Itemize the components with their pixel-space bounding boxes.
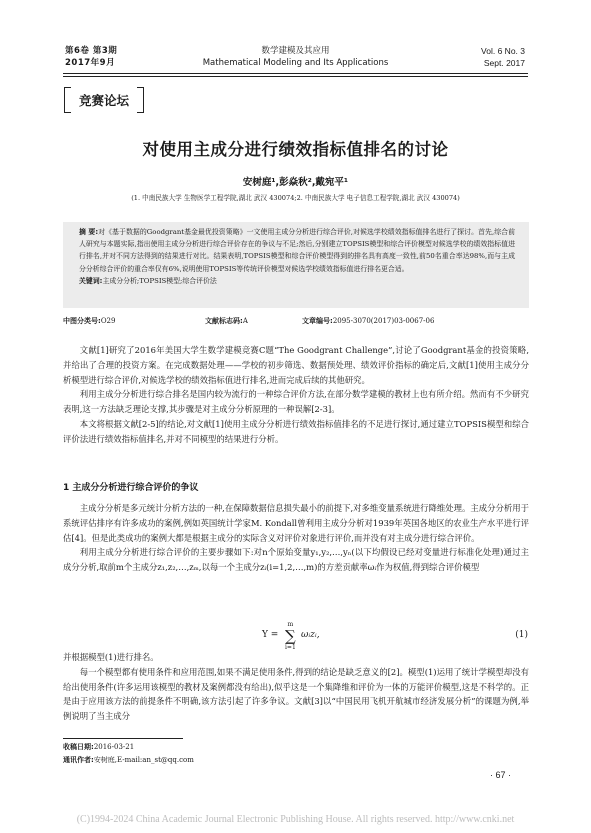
clc-number bbox=[63, 316, 115, 326]
section-1-heading: 1 主成分分析进行综合评价的争议 bbox=[63, 483, 199, 493]
paper-title: 对使用主成分进行绩效指标值排名的讨论 bbox=[142, 140, 449, 159]
journal-name-cn: 数学建模及其应用 bbox=[261, 46, 330, 56]
section-tag-label: 竞赛论坛 bbox=[78, 93, 129, 108]
received-label: 收稿日期: bbox=[63, 743, 94, 751]
intro-paragraph-1: 文献[1]研究了2016年美国大学生数学建模竞赛C题“The Goodgrant Challenge”,讨论了Goodgrant基金的投资策略,并给出了合理的投资方案。在完成数据处理——学校的初步筛选、数据预处理、绩效评价指标的确定后,文献[1]使用主成分分析模型进行综合评价,对候选学校的绩效指标值进行排名,进而完成后续的其他研究。 bbox=[63, 345, 529, 385]
introduction bbox=[63, 343, 529, 447]
keywords: 主成分分析;TOPSIS模型;综合评价法 bbox=[102, 276, 217, 285]
copyright-watermark: (C)1994-2024 China Academic Journal Electronic Publishing House. All rights reserved. http://www.cnki.net bbox=[76, 814, 515, 825]
article-value: 2095-3070(2017)03-0067-06 bbox=[332, 317, 435, 325]
keywords-label: 关键词: bbox=[79, 276, 103, 285]
sum-upper: m bbox=[287, 621, 294, 628]
intro-paragraph-3: 本文将根据文献[2-5]的结论,对文献[1]使用主成分分析进行绩效指标值排名的不足进行探讨,通过建立TOPSIS模型和综合评价法进行绩效指标值排名,并对不同模型的结果进行分析。 bbox=[63, 418, 529, 444]
paper-affiliation: (1. 中南民族大学 生物医学工程学院,湖北 武汉 430074;2. 中南民族大学 电子信息工程学院,湖北 武汉 430074) bbox=[131, 194, 460, 202]
section-1-paragraph-1: 主成分分析是多元统计分析方法的一种,在保障数据信息损失最小的前提下,对多维变量系统进行降维处理。主成分分析用于系统评估排序有许多成功的案例,例如英国统计学家M. Kondall曾利用主成分分析对1939年英国各地区的农业生产水平进行评估[4]。但是此类成功的案例大都是根据主成分的实际含义对评价对象进行评价,而并没有对主成分进行综合评价。 bbox=[63, 503, 529, 543]
abstract-text: 对《基于数据的Goodgrant基金最优投资策略》一文使用主成分分析进行综合评价,对候选学校绩效指标值排名进行了探讨。首先,综合前人研究与本题实际,指出使用主成分分析进行综合评价存在的争议与不足;然后,分别建立TOPSIS模型和综合评价模型对候选学校的绩效指标值进行排名,并对不同方法得到的结果进行对比。结果表明,TOPSIS模型和综合评价模型得到的排名具有高度一致性,前50名重合率达98%,而与主成分分析综合评价的重合率仅有6%,说明使用TOPSIS等传统评价模型对候选学校绩效指标值进行排名更合适。 bbox=[79, 228, 516, 273]
paper-authors: 安树庭¹,彭焱秋²,戴宛平¹ bbox=[242, 177, 349, 188]
section-tag bbox=[64, 87, 144, 113]
doc-label: 文献标志码: bbox=[205, 317, 243, 325]
document-code bbox=[205, 316, 248, 326]
clc-value: O29 bbox=[100, 317, 116, 325]
formula-1 bbox=[0, 622, 591, 650]
received-date bbox=[63, 742, 134, 752]
bracket-right-icon bbox=[137, 87, 144, 113]
footnote-rule bbox=[63, 738, 183, 739]
section-1-paragraph-3: 每一个模型都有使用条件和应用范围,如果不满足使用条件,得到的结论是缺乏意义的[2]。模型(1)运用了统计学模型却没有给出使用条件(许多运用该模型的教材及案例都没有给出),似乎这是一个集降维和评价为一体的万能评价模型,这是不科学的。正是由于应用该方法的前提条件不明确,该方法引起了许多争议。文献[3]以“中国民用飞机开航城市经济发展分析”的课题为例,举例说明了当主成分 bbox=[63, 666, 529, 722]
after-formula-text: 并根据模型(1)进行排名。 bbox=[63, 652, 159, 662]
abstract-label: 摘 要: bbox=[79, 228, 99, 236]
section-1-body-cont bbox=[63, 650, 529, 724]
sum-lower: i=1 bbox=[285, 644, 296, 651]
received-value: 2016-03-21 bbox=[93, 743, 135, 751]
journal-date: 2017年9月 bbox=[65, 58, 116, 68]
doc-value: A bbox=[242, 317, 248, 325]
article-number bbox=[302, 316, 434, 326]
formula-number: (1) bbox=[515, 630, 528, 640]
header-rule-thick bbox=[63, 73, 528, 74]
page-number: · 67 · bbox=[489, 770, 511, 780]
bracket-left-icon bbox=[64, 87, 71, 113]
corresponding-author bbox=[63, 755, 194, 765]
author-value: 安树庭,E-mail:an_st@qq.com bbox=[93, 756, 194, 764]
journal-issue-en bbox=[481, 45, 525, 69]
section-1-body bbox=[63, 501, 529, 575]
section-1-paragraph-2: 利用主成分分析进行综合评价的主要步骤如下:对n个原始变量y₁,y₂,…,yₙ(以下均假设已经对变量进行标准化处理)通过主成分分析,取前m个主成分z₁,z₂,…,zₘ,以每一个主成分zᵢ(i=1,2,…,m)的方差贡献率ωᵢ作为权值,得到综合评价模型 bbox=[63, 547, 529, 573]
clc-label: 中图分类号: bbox=[63, 317, 101, 325]
sum-sign: ∑ bbox=[285, 627, 296, 645]
journal-volume-en: Vol. 6 No. 3 bbox=[481, 46, 525, 56]
abstract bbox=[79, 226, 515, 287]
journal-name-en: Mathematical Modeling and Its Applications bbox=[202, 58, 389, 68]
journal-volume: 第6卷 第3期 bbox=[65, 46, 118, 56]
header-rule-thin bbox=[63, 76, 528, 77]
author-label: 通讯作者: bbox=[63, 756, 94, 764]
formula-lhs: Y = bbox=[262, 630, 279, 640]
summation bbox=[285, 621, 296, 652]
formula-term: ωᵢzᵢ, bbox=[301, 630, 320, 640]
abstract-box bbox=[63, 222, 529, 308]
intro-paragraph-2: 利用主成分分析进行综合排名是国内较为流行的一种综合评价方法,在部分数学建模的教材上也有所介绍。然而有不少研究表明,这一方法缺乏理论支撑,其步骤是对主成分分析原理的一种误解[2-3]。 bbox=[63, 389, 529, 415]
article-label: 文章编号: bbox=[302, 317, 333, 325]
journal-date-en: Sept. 2017 bbox=[483, 58, 525, 68]
